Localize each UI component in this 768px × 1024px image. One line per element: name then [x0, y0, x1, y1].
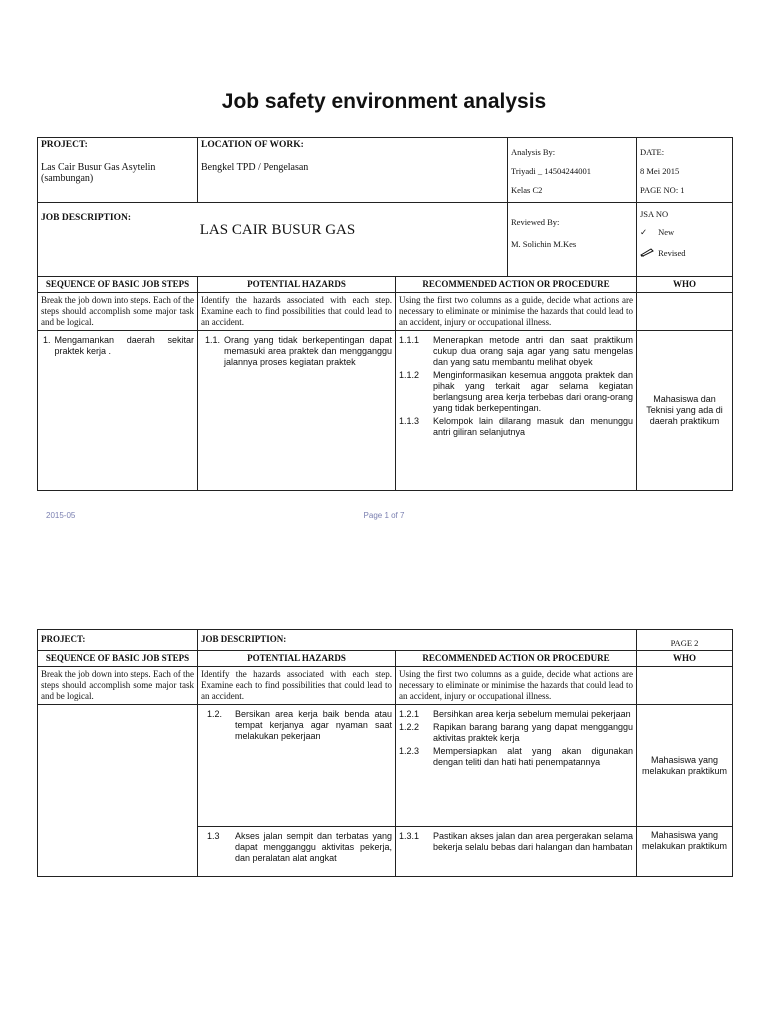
job-description-label: JOB DESCRIPTION:: [41, 213, 131, 223]
actions-1-2: [396, 705, 637, 827]
action-item: 1.1.2 Menginformasikan kesemua anggota praktek dan pihak yang terkait agar selama kegiatan berlangsung area kerja terbebas dari orang-orang yang tidak berkepentingan.: [399, 369, 633, 413]
action-item: 1.2.1 Bersihkan area kerja sebelum memulai pekerjaan: [399, 709, 631, 720]
new-row: [640, 227, 729, 237]
document-title: Job safety environment analysis: [221, 90, 547, 113]
action-item: 1.2.2 Rapikan barang barang yang dapat mengganggu aktivitas praktek kerja: [399, 722, 634, 744]
date-cell: [637, 138, 733, 203]
location-value: Bengkel TPD / Pengelasan: [201, 161, 309, 173]
header-action: RECOMMENDED ACTION OR PROCEDURE: [396, 277, 637, 293]
reviewed-by-name: M. Solichin M.Kes: [511, 239, 577, 250]
page2-job-description-label: JOB DESCRIPTION:: [198, 630, 637, 651]
p2-header-steps: SEQUENCE OF BASIC JOB STEPS: [38, 651, 198, 667]
header-who: WHO: [637, 277, 733, 293]
actions-1-1: [396, 330, 637, 490]
header-hazards: POTENTIAL HAZARDS: [198, 277, 396, 293]
who-1-2: Mahasiswa yang melakukan praktikum: [637, 705, 733, 827]
who-1: Mahasiswa dan Teknisi yang ada di daerah praktikum: [637, 330, 733, 490]
project-cell: [38, 138, 198, 203]
location-label: LOCATION OF WORK:: [201, 140, 304, 150]
reviewed-by-cell: [508, 203, 637, 277]
guide-hazards: Identify the hazards associated with each step. Examine each to find possibilities that could lead to an accident.: [198, 292, 396, 330]
p2-header-who: WHO: [637, 651, 733, 667]
footer-date: 2015-05: [46, 511, 76, 520]
step-1-num: 1.: [43, 334, 51, 345]
p2-header-action: RECOMMENDED ACTION OR PROCEDURE: [396, 651, 637, 667]
analysis-by-label: Analysis By:: [511, 147, 556, 157]
jsa-no-cell: [637, 203, 733, 277]
hazard-1-3: 1.3 Akses jalan sempit dan terbatas yang dapat mengganggu aktivitas pekerja, dan peralatan alat angkat: [198, 827, 396, 877]
action-item: 1.1.1 Menerapkan metode antri dan saat praktikum cukup dua orang saja agar yang satu mengelas dan yang satu membantu melihat obyek: [399, 334, 633, 367]
project-value: Las Cair Busur Gas Asytelin (sambungan): [41, 161, 156, 185]
step-1: [38, 330, 198, 490]
p2-header-hazards: POTENTIAL HAZARDS: [198, 651, 396, 667]
new-label: New: [658, 227, 675, 238]
page2-page-label: PAGE 2: [637, 630, 733, 651]
job-description-value: LAS CAIR BUSUR GAS: [199, 221, 356, 238]
date-value: 8 Mei 2015: [640, 165, 680, 176]
revised-pen-icon: [640, 248, 656, 259]
jsa-no-label: JSA NO: [640, 209, 669, 219]
who-1-3: Mahasiswa yang melakukan praktikum: [637, 827, 733, 877]
action-item: 1.1.3 Kelompok lain dilarang masuk dan menunggu antri giliran selanjutnya: [399, 415, 633, 437]
checkmark-icon: ✓: [640, 227, 648, 238]
hazard-1-1-num: 1.1.: [205, 334, 221, 345]
hazard-1-2: 1.2. Bersikan area kerja baik benda atau tempat kerjanya agar nyaman saat melakukan pekerjaan: [198, 705, 396, 827]
hazard-1-1: [198, 330, 396, 490]
jsa-table-page1: [37, 137, 733, 491]
p2-step-empty: [38, 705, 198, 877]
date-label: DATE:: [640, 147, 665, 157]
p2-guide-action: Using the first two columns as a guide, decide what actions are necessary to eliminate or minimise the hazards that could lead to an accident, injury or occupational illness.: [396, 667, 637, 705]
footer-page: Page 1 of 7: [363, 511, 405, 520]
revised-row: [640, 248, 729, 260]
header-steps: SEQUENCE OF BASIC JOB STEPS: [38, 277, 198, 293]
reviewed-by-label: Reviewed By:: [511, 217, 560, 227]
job-description-cell: [38, 203, 508, 277]
action-item: 1.2.3 Mempersiapkan alat yang akan digunakan dengan teliti dan hati hati penempatannya: [399, 746, 634, 768]
p2-guide-steps: Break the job down into steps. Each of the steps should accomplish some major task and be logical.: [38, 667, 198, 705]
action-item: 1.3.1 Pastikan akses jalan dan area pergerakan selama bekerja selalu bebas dari halangan dan hambatan: [399, 831, 634, 853]
page2-project-label: PROJECT:: [38, 630, 198, 651]
jsa-table-page2: [37, 629, 733, 877]
actions-1-3: [396, 827, 637, 877]
revised-label: Revised: [658, 247, 686, 258]
analysis-by-cell: [508, 138, 637, 203]
project-label: PROJECT:: [41, 140, 88, 150]
p2-guide-hazards: Identify the hazards associated with each step. Examine each to find possibilities that could lead to an accident.: [198, 667, 396, 705]
analysis-by-class: Kelas C2: [511, 185, 543, 195]
analysis-by-name: Triyadi _ 14504244001: [511, 165, 591, 176]
guide-steps: Break the job down into steps. Each of the steps should accomplish some major task and be logical.: [38, 292, 198, 330]
step-1-text: Mengamankan daerah sekitar praktek kerja .: [54, 334, 194, 356]
hazard-1-1-text: Orang yang tidak berkepentingan dapat memasuki area praktek dan mengganggu jalannya proses kegiatan praktek: [224, 334, 392, 367]
guide-action: Using the first two columns as a guide, decide what actions are necessary to eliminate or minimise the hazards that could lead to an accident, injury or occupational illness.: [396, 292, 637, 330]
page-no: PAGE NO: 1: [640, 185, 685, 195]
location-cell: [198, 138, 508, 203]
